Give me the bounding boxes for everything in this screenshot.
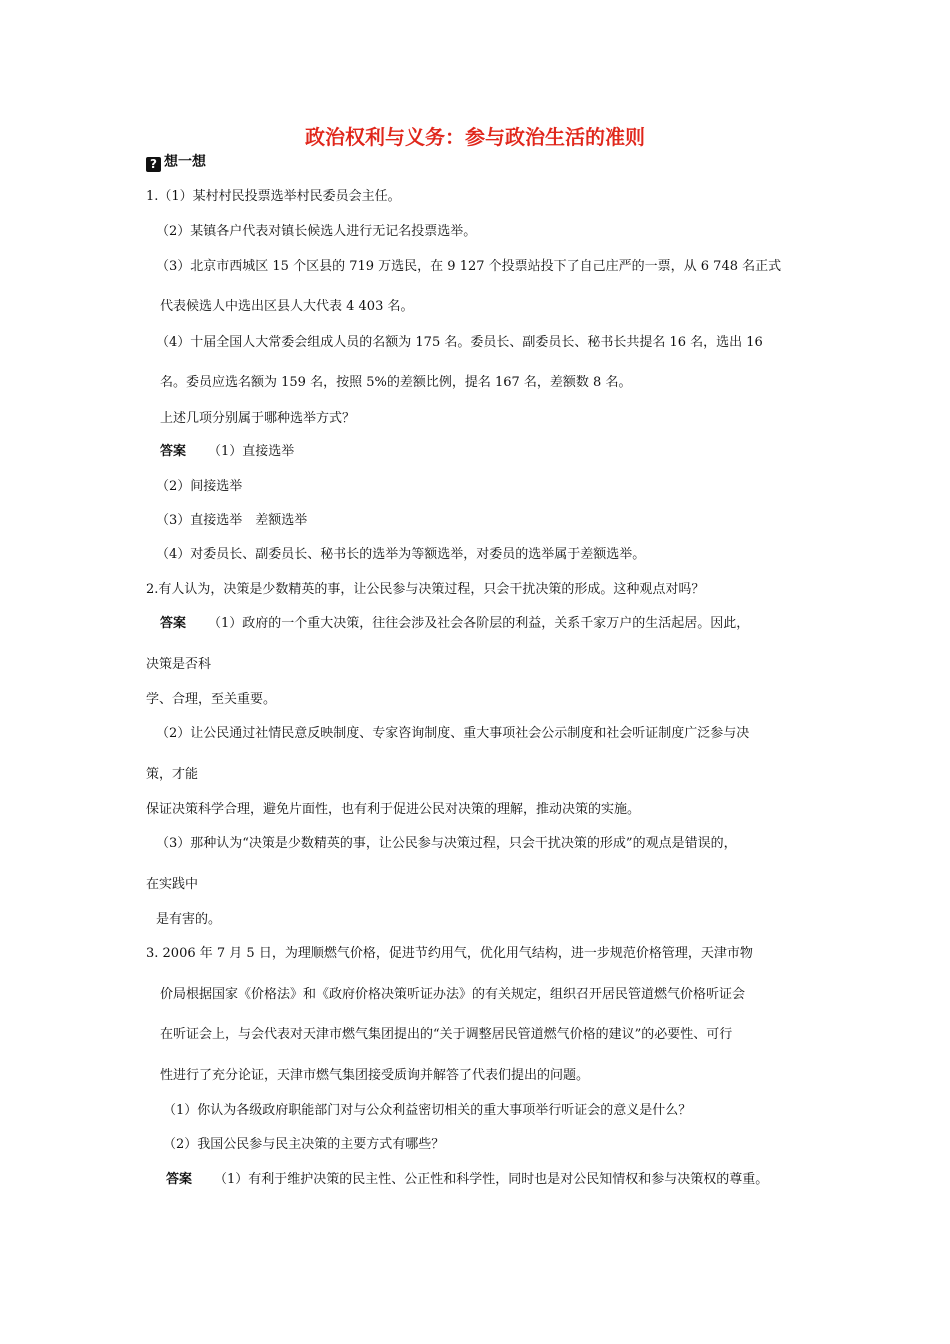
answer-1-line-2: （2）间接选举 xyxy=(156,479,243,494)
answer-text: （1）政府的一个重大决策，往往会涉及社会各阶层的利益，关系千家万户的生活起居。因此， xyxy=(208,616,750,631)
answer-label: 答案 xyxy=(166,1172,193,1187)
question-1-prompt: 上述几项分别属于哪种选举方式？ xyxy=(160,411,356,426)
answer-2-line-3: 学、合理，至关重要。 xyxy=(146,692,277,707)
question-3-line-1: 3. 2006 年 7 月 5 日，为理顺燃气价格，促进节约用气，优化用气结构，进一步规范价格管理，天津市物 xyxy=(146,946,753,961)
section-label: 想一想 xyxy=(164,154,206,170)
answer-2-line-2: 决策是否科 xyxy=(146,657,212,672)
question-1-item-4-cont: 名。委员应选名额为 159 名，按照 5%的差额比例，提名 167 名，差额数 8 名。 xyxy=(160,375,632,390)
question-1-item-3: （3）北京市西城区 15 个区县的 719 万选民，在 9 127 个投票站投下了自己庄严的一票，从 6 748 名正式 xyxy=(156,259,782,274)
answer-2-line-8: 在实践中 xyxy=(146,877,199,892)
answer-2-line-6: 保证决策科学合理，避免片面性，也有利于促进公民对决策的理解，推动决策的实施。 xyxy=(146,802,641,817)
answer-1-line-1 xyxy=(160,443,294,461)
answer-2-line-4: （2）让公民通过社情民意反映制度、专家咨询制度、重大事项社会公示制度和社会听证制度广泛参与决 xyxy=(156,726,750,741)
question-3-line-3: 在听证会上，与会代表对天津市燃气集团提出的“关于调整居民管道燃气价格的建议”的必要性、可行 xyxy=(160,1027,733,1042)
question-3-sub-1: （1）你认为各级政府职能部门对与公众利益密切相关的重大事项举行听证会的意义是什么？ xyxy=(163,1103,692,1118)
answer-1-line-4: （4）对委员长、副委员长、秘书长的选举为等额选举，对委员的选举属于差额选举。 xyxy=(156,547,646,562)
answer-3-line-1 xyxy=(166,1171,768,1189)
question-1-item-2: （2）某镇各户代表对镇长候选人进行无记名投票选举。 xyxy=(156,224,477,239)
question-3-line-4: 性进行了充分论证，天津市燃气集团接受质询并解答了代表们提出的问题。 xyxy=(160,1068,590,1083)
question-1-item-3-cont: 代表候选人中选出区县人大代表 4 403 名。 xyxy=(160,299,414,314)
answer-1-line-3: （3）直接选举 差额选举 xyxy=(156,513,308,528)
section-heading xyxy=(146,152,206,172)
answer-2-line-7: （3）那种认为“决策是少数精英的事，让公民参与决策过程，只会干扰决策的形成”的观点是错误的， xyxy=(156,836,737,851)
question-2: 2.有人认为，决策是少数精英的事，让公民参与决策过程，只会干扰决策的形成。这种观点对吗？ xyxy=(146,582,705,597)
question-icon: ? xyxy=(146,157,161,172)
question-3-sub-2: （2）我国公民参与民主决策的主要方式有哪些？ xyxy=(163,1137,445,1152)
page-title: 政治权利与义务：参与政治生活的准则 xyxy=(305,125,645,149)
answer-2-line-1 xyxy=(160,615,749,633)
answer-text: （1）直接选举 xyxy=(208,444,295,459)
question-1-item-4: （4）十届全国人大常委会组成人员的名额为 175 名。委员长、副委员长、秘书长共提名 16 名，选出 16 xyxy=(156,335,763,350)
answer-label: 答案 xyxy=(160,444,187,459)
answer-label: 答案 xyxy=(160,616,187,631)
answer-2-line-5: 策，才能 xyxy=(146,767,199,782)
question-3-line-2: 价局根据国家《价格法》和《政府价格决策听证办法》的有关规定，组织召开居民管道燃气价格听证会 xyxy=(160,987,746,1002)
answer-2-line-9: 是有害的。 xyxy=(156,912,222,927)
answer-text: （1）有利于维护决策的民主性、公正性和科学性，同时也是对公民知情权和参与决策权的尊重。 xyxy=(214,1172,769,1187)
question-1-item-1: 1.（1）某村村民投票选举村民委员会主任。 xyxy=(146,189,401,204)
